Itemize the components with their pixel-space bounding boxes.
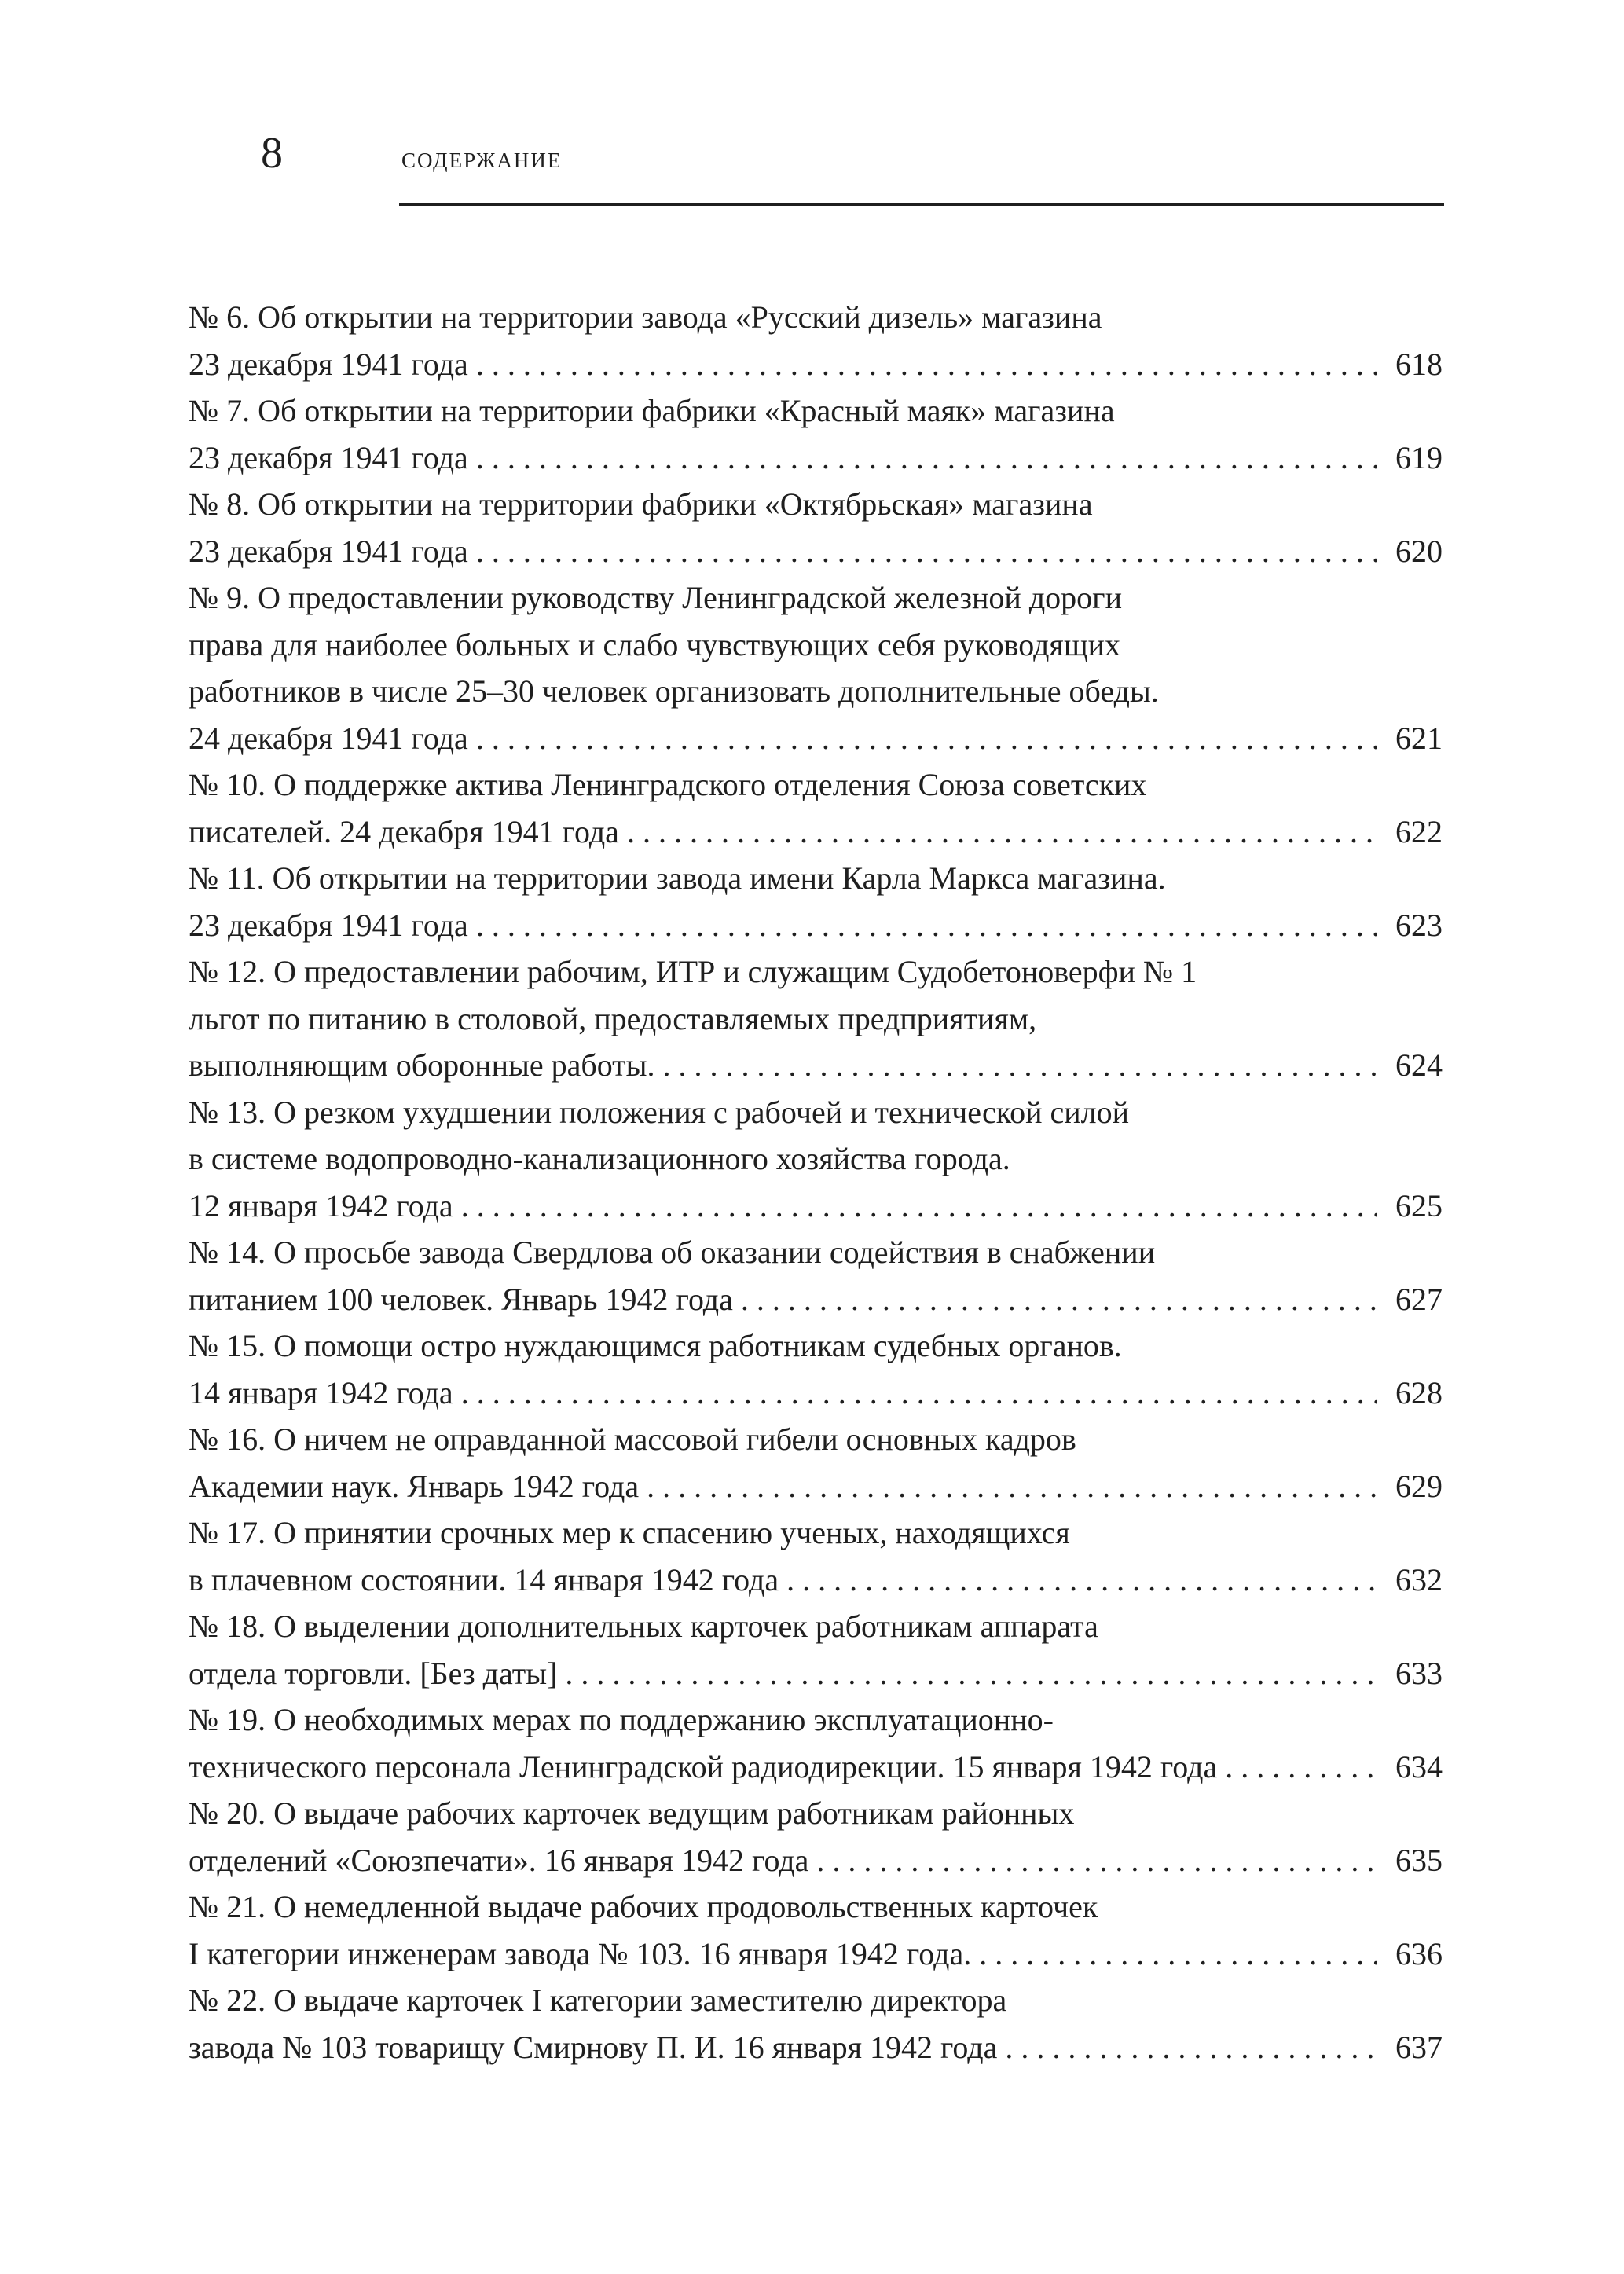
toc-entry-line (189, 1696, 1443, 1744)
toc-entry-text: № 19. О необходимых мерах по поддержанию эксплуатационно- (189, 1702, 1054, 1737)
toc-entry-text: 23 декабря 1941 года (189, 439, 468, 475)
toc-entry-text: № 22. О выдаче карточек I категории заместителю директора (189, 1982, 1007, 2018)
toc-entry-line (189, 902, 1443, 949)
dot-leader (627, 809, 1377, 856)
toc-entry-text: технического персонала Ленинградской радиодирекции. 15 января 1942 года (189, 1748, 1218, 1784)
toc-entry[interactable] (189, 574, 1443, 761)
toc-entry-line (189, 1135, 1443, 1183)
toc-entry-text: № 8. Об открытии на территории фабрики «Октябрьская» магазина (189, 486, 1093, 522)
toc-entry-line (189, 1089, 1443, 1136)
page-number: 8 (261, 129, 283, 178)
toc-page-number: 618 (1395, 346, 1443, 382)
toc-entry-line (189, 948, 1443, 996)
toc-entry-line (189, 996, 1443, 1043)
toc-entry-line (189, 2024, 1443, 2071)
dot-leader (476, 341, 1377, 388)
toc-entry-text: работников в числе 25–30 человек организовать дополнительные обеды. (189, 673, 1159, 709)
toc-entry-line (189, 481, 1443, 528)
toc-entry-line (189, 1276, 1443, 1323)
toc-entry[interactable] (189, 1696, 1443, 1790)
toc-page-number: 620 (1395, 533, 1443, 569)
toc-entry-line (189, 1463, 1443, 1510)
toc-page-number: 619 (1395, 439, 1443, 475)
dot-leader (979, 1931, 1377, 1978)
toc-page-number: 624 (1395, 1047, 1443, 1083)
toc-entry[interactable] (189, 948, 1443, 1089)
toc-page-number: 629 (1395, 1468, 1443, 1504)
dot-leader (565, 1650, 1377, 1697)
toc-entry[interactable] (189, 1322, 1443, 1416)
toc-entry-line (189, 1650, 1443, 1697)
toc-entry-text: 23 декабря 1941 года (189, 346, 468, 382)
toc-entry[interactable] (189, 481, 1443, 574)
toc-entry[interactable] (189, 1790, 1443, 1883)
running-title: СОДЕРЖАНИЕ (401, 149, 563, 172)
toc-entry-text: № 7. Об открытии на территории фабрики «Красный маяк» магазина (189, 393, 1115, 428)
toc-entry-text: 23 декабря 1941 года (189, 907, 468, 943)
toc-entry-text: № 15. О помощи остро нуждающимся работникам судебных органов. (189, 1328, 1122, 1363)
toc-page-number: 635 (1395, 1842, 1443, 1878)
toc-entry-text: писателей. 24 декабря 1941 года (189, 813, 619, 849)
toc-entry-line (189, 855, 1443, 902)
dot-leader (476, 715, 1377, 762)
toc-page-number: 627 (1395, 1281, 1443, 1317)
dot-leader (461, 1370, 1377, 1417)
toc-entry-line (189, 1509, 1443, 1557)
toc-entry-text: № 21. О немедленной выдаче рабочих продовольственных карточек (189, 1889, 1098, 1924)
toc-entry-line (189, 668, 1443, 715)
toc-page-number: 623 (1395, 907, 1443, 943)
toc-entry-line (189, 1183, 1443, 1230)
toc-entry[interactable] (189, 761, 1443, 855)
toc-entry-line (189, 761, 1443, 809)
toc-entry[interactable] (189, 294, 1443, 387)
table-of-contents (189, 294, 1443, 2070)
dot-leader (1225, 1744, 1377, 1791)
toc-page-number: 622 (1395, 813, 1443, 849)
toc-entry-line (189, 1790, 1443, 1837)
dot-leader (663, 1042, 1377, 1089)
toc-entry-text: № 12. О предоставлении рабочим, ИТР и служащим Судобетоноверфи № 1 (189, 954, 1197, 989)
dot-leader (461, 1183, 1377, 1230)
dot-leader (786, 1557, 1377, 1604)
toc-entry[interactable] (189, 387, 1443, 481)
dot-leader (816, 1837, 1377, 1884)
toc-entry-line (189, 1744, 1443, 1791)
toc-entry-line (189, 528, 1443, 575)
toc-entry-text: льгот по питанию в столовой, предоставляемых предприятиям, (189, 1000, 1037, 1036)
toc-entry-line (189, 622, 1443, 669)
toc-entry-text: выполняющим оборонные работы. (189, 1047, 655, 1083)
toc-entry-text: 12 января 1942 года (189, 1187, 453, 1223)
toc-entry-text: 23 декабря 1941 года (189, 533, 468, 569)
toc-entry[interactable] (189, 1416, 1443, 1509)
toc-entry-line (189, 1042, 1443, 1089)
toc-entry[interactable] (189, 1509, 1443, 1603)
toc-entry-line (189, 1603, 1443, 1650)
toc-entry-text: питанием 100 человек. Январь 1942 года (189, 1281, 733, 1317)
toc-page-number: 636 (1395, 1935, 1443, 1971)
toc-entry-text: отдела торговли. [Без даты] (189, 1655, 558, 1691)
toc-entry-line (189, 715, 1443, 762)
toc-entry-line (189, 1837, 1443, 1884)
toc-entry-text: 24 декабря 1941 года (189, 720, 468, 756)
toc-entry-text: № 14. О просьбе завода Свердлова об оказании содействия в снабжении (189, 1234, 1156, 1270)
toc-entry-text: № 16. О ничем не оправданной массовой гибели основных кадров (189, 1421, 1076, 1457)
toc-entry-line (189, 574, 1443, 622)
toc-entry-line (189, 1977, 1443, 2024)
toc-entry-text: в системе водопроводно-канализационного хозяйства города. (189, 1141, 1010, 1176)
toc-entry[interactable] (189, 855, 1443, 948)
toc-entry-text: Академии наук. Январь 1942 года (189, 1468, 640, 1504)
toc-entry-line (189, 809, 1443, 856)
toc-page-number: 621 (1395, 720, 1443, 756)
toc-entry-text: № 9. О предоставлении руководству Ленинградской железной дороги (189, 580, 1122, 615)
toc-entry-line (189, 1883, 1443, 1931)
toc-entry-text: № 10. О поддержке актива Ленинградского отделения Союза советских (189, 767, 1147, 802)
toc-page-number: 628 (1395, 1374, 1443, 1410)
toc-entry-text: отделений «Союзпечати». 16 января 1942 года (189, 1842, 809, 1878)
toc-entry-text: I категории инженерам завода № 103. 16 января 1942 года. (189, 1935, 972, 1971)
toc-page-number: 633 (1395, 1655, 1443, 1691)
toc-page-number: 634 (1395, 1748, 1443, 1784)
toc-entry-text: № 17. О принятии срочных мер к спасению ученых, находящихся (189, 1515, 1070, 1550)
toc-entry-line (189, 1416, 1443, 1463)
toc-entry-line (189, 1557, 1443, 1604)
toc-entry-text: № 6. Об открытии на территории завода «Русский дизель» магазина (189, 299, 1102, 335)
toc-entry[interactable] (189, 1603, 1443, 1696)
dot-leader (476, 435, 1377, 482)
dot-leader (476, 902, 1377, 949)
toc-entry-line (189, 1322, 1443, 1370)
toc-entry-line (189, 1229, 1443, 1276)
toc-entry[interactable] (189, 1977, 1443, 2070)
toc-entry-text: 14 января 1942 года (189, 1374, 453, 1410)
toc-page-number: 632 (1395, 1561, 1443, 1597)
toc-entry-text: в плачевном состоянии. 14 января 1942 года (189, 1561, 779, 1597)
toc-entry-line (189, 294, 1443, 341)
toc-entry-line (189, 435, 1443, 482)
dot-leader (741, 1276, 1377, 1323)
header-rule (399, 203, 1444, 206)
toc-entry[interactable] (189, 1883, 1443, 1977)
toc-entry[interactable] (189, 1229, 1443, 1322)
toc-entry-text: права для наиболее больных и слабо чувствующих себя руководящих (189, 626, 1121, 662)
dot-leader (647, 1463, 1377, 1510)
toc-entry-line (189, 387, 1443, 435)
toc-entry[interactable] (189, 1089, 1443, 1230)
toc-entry-line (189, 1370, 1443, 1417)
dot-leader (1005, 2024, 1377, 2071)
toc-entry-text: № 13. О резком ухудшении положения с рабочей и технической силой (189, 1094, 1130, 1130)
toc-entry-line (189, 341, 1443, 388)
toc-entry-text: № 18. О выделении дополнительных карточек работникам аппарата (189, 1608, 1098, 1644)
toc-entry-line (189, 1931, 1443, 1978)
toc-page-number: 625 (1395, 1187, 1443, 1223)
dot-leader (476, 528, 1377, 575)
toc-entry-text: № 11. Об открытии на территории завода имени Карла Маркса магазина. (189, 860, 1166, 896)
toc-page-number: 637 (1395, 2029, 1443, 2065)
toc-entry-text: № 20. О выдаче рабочих карточек ведущим работникам районных (189, 1795, 1075, 1831)
toc-entry-text: завода № 103 товарищу Смирнову П. И. 16 января 1942 года (189, 2029, 998, 2065)
